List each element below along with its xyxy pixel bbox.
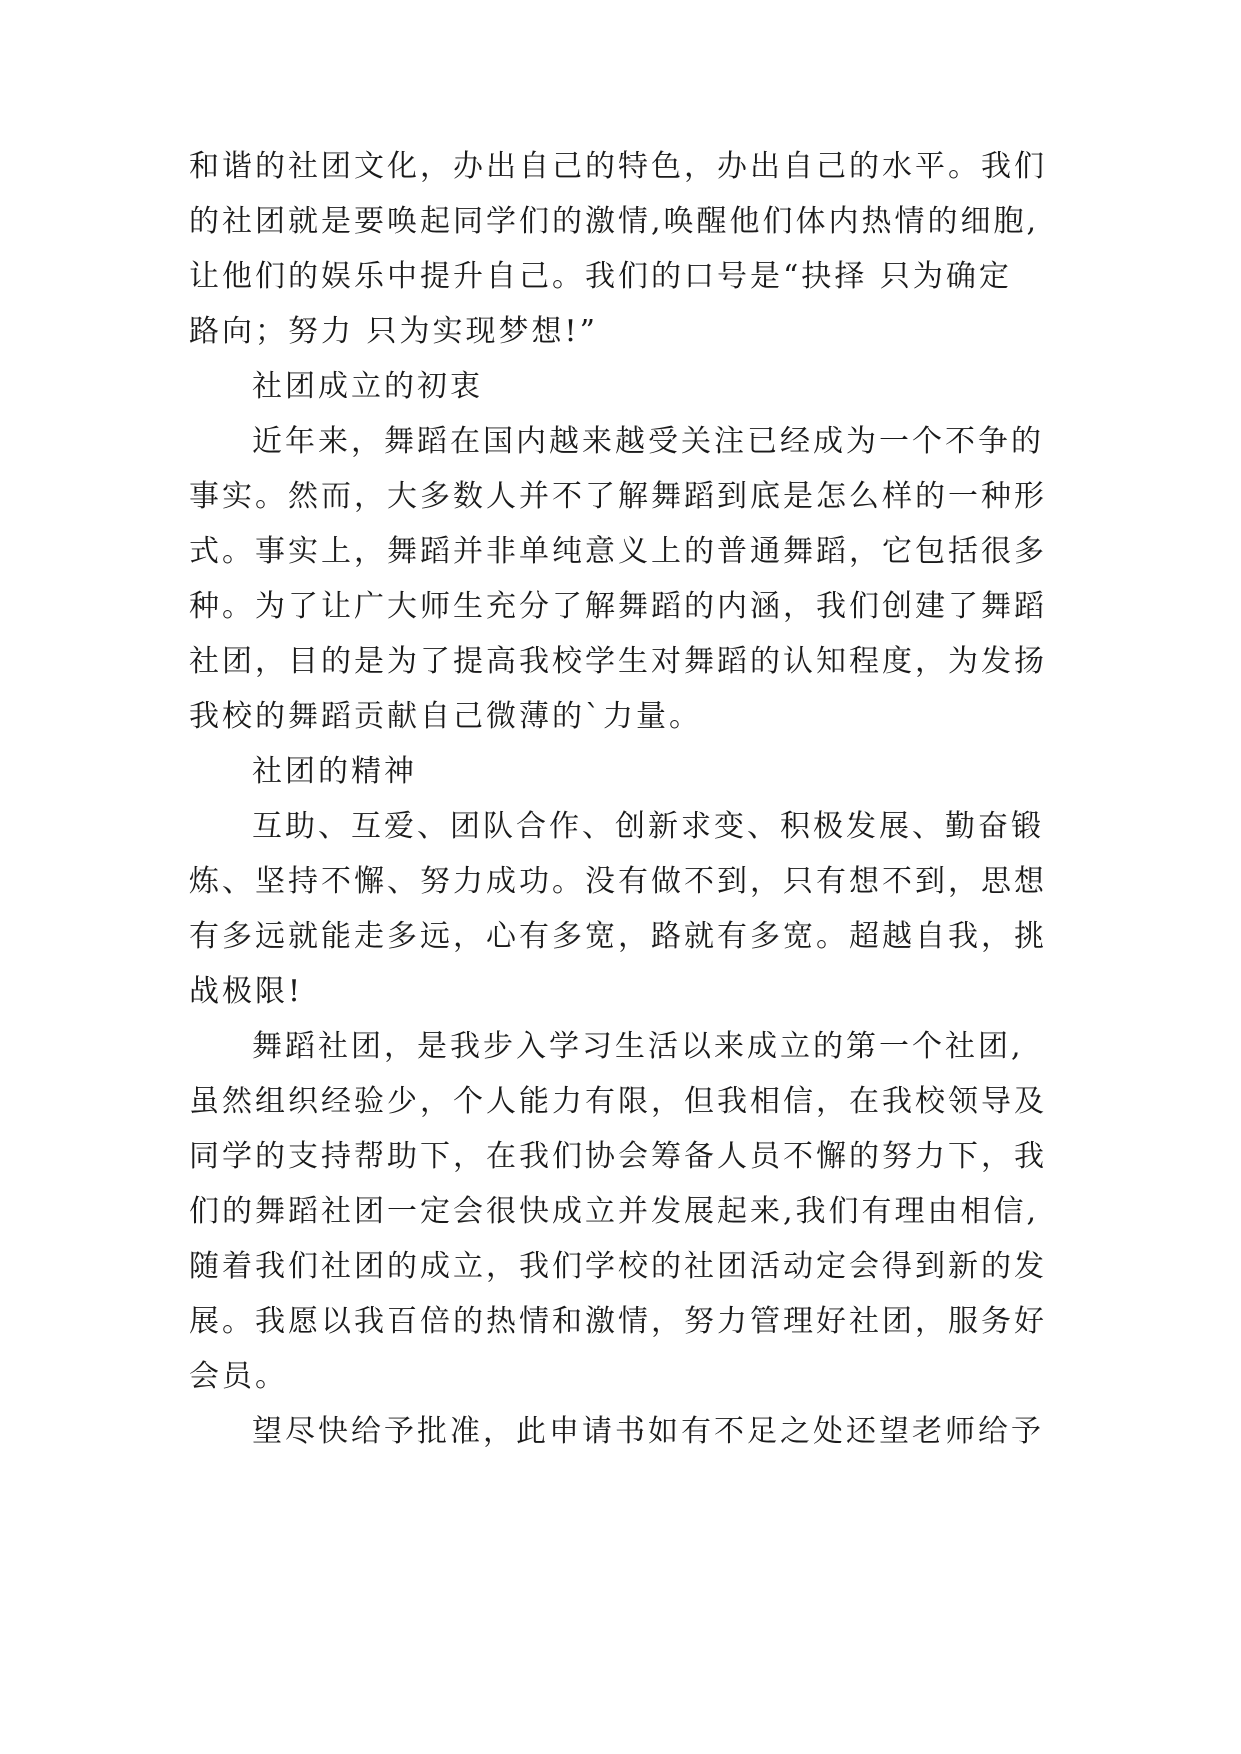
paragraph-line-8: 式。事实上，舞蹈并非单纯意义上的普通舞蹈，它包括很多: [189, 534, 1047, 569]
section-heading-founding: 社团成立的初衷: [252, 369, 483, 404]
paragraph-line-19: 同学的支持帮助下，在我们协会筹备人员不懈的努力下，我: [189, 1139, 1047, 1174]
paragraph-line-4: 路向；努力 只为实现梦想!”: [189, 314, 598, 349]
paragraph-line-13: 互助、互爱、团队合作、创新求变、积极发展、勤奋锻: [252, 809, 1044, 844]
paragraph-line-10: 社团，目的是为了提高我校学生对舞蹈的认知程度，为发扬: [189, 644, 1047, 679]
paragraph-line-23: 会员。: [189, 1359, 288, 1394]
paragraph-line-15: 有多远就能走多远，心有多宽，路就有多宽。超越自我，挑: [189, 919, 1047, 954]
paragraph-line-6: 近年来，舞蹈在国内越来越受关注已经成为一个不争的: [252, 424, 1044, 459]
paragraph-line-21: 随着我们社团的成立，我们学校的社团活动定会得到新的发: [189, 1249, 1047, 1284]
paragraph-line-7: 事实。然而，大多数人并不了解舞蹈到底是怎么样的一种形: [189, 479, 1047, 514]
paragraph-line-1: 和谐的社团文化，办出自己的特色，办出自己的水平。我们: [189, 149, 1047, 184]
paragraph-line-3: 让他们的娱乐中提升自己。我们的口号是“抉择 只为确定: [189, 259, 1012, 294]
paragraph-line-17: 舞蹈社团，是我步入学习生活以来成立的第一个社团,: [252, 1029, 1024, 1064]
paragraph-line-18: 虽然组织经验少，个人能力有限，但我相信，在我校领导及: [189, 1084, 1047, 1119]
paragraph-line-11: 我校的舞蹈贡献自己微薄的`力量。: [189, 699, 702, 734]
paragraph-line-14: 炼、坚持不懈、努力成功。没有做不到，只有想不到，思想: [189, 864, 1047, 899]
paragraph-line-9: 种。为了让广大师生充分了解舞蹈的内涵，我们创建了舞蹈: [189, 589, 1047, 624]
paragraph-line-22: 展。我愿以我百倍的热情和激情，努力管理好社团，服务好: [189, 1304, 1047, 1339]
paragraph-line-16: 战极限!: [189, 974, 304, 1009]
paragraph-line-20: 们的舞蹈社团一定会很快成立并发展起来,我们有理由相信,: [189, 1194, 1040, 1229]
section-heading-spirit: 社团的精神: [252, 754, 417, 789]
paragraph-line-24: 望尽快给予批准，此申请书如有不足之处还望老师给予: [252, 1414, 1044, 1449]
paragraph-line-2: 的社团就是要唤起同学们的激情,唤醒他们体内热情的细胞,: [189, 204, 1040, 239]
